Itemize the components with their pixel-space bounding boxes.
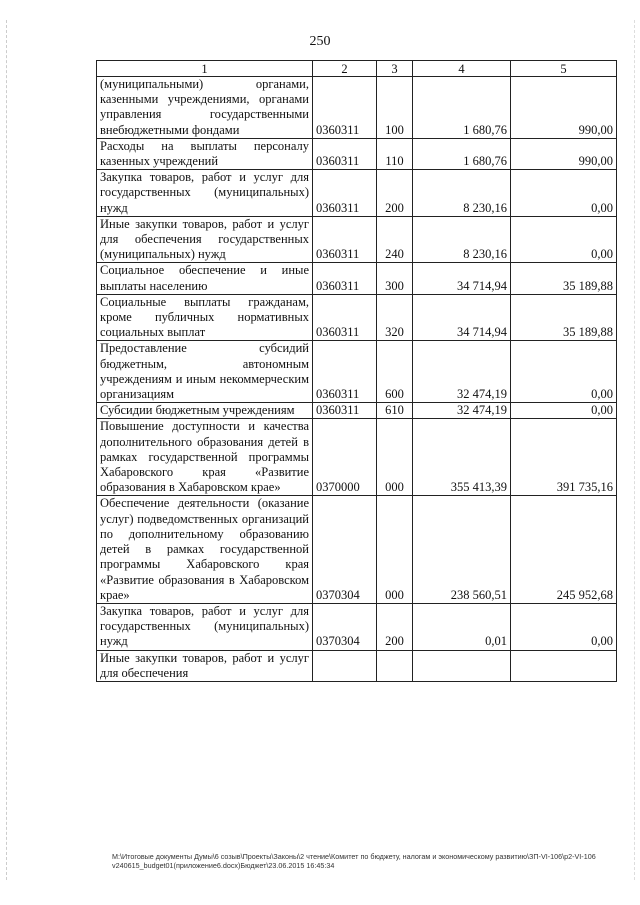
row-amount-year-2: 0,00 [511, 341, 617, 403]
header-col-1: 1 [97, 61, 313, 77]
row-amount-year-1: 238 560,51 [413, 496, 511, 603]
row-expense-type: 600 [377, 341, 413, 403]
row-target-code: 0360311 [313, 263, 377, 294]
header-col-3: 3 [377, 61, 413, 77]
scan-right-edge [634, 20, 636, 880]
scan-left-edge [6, 20, 8, 880]
row-expense-type: 300 [377, 263, 413, 294]
row-amount-year-2: 245 952,68 [511, 496, 617, 603]
table-row [97, 263, 617, 294]
table-header-row [97, 61, 617, 77]
row-amount-year-1: 8 230,16 [413, 216, 511, 263]
row-description: Расходы на выплаты персоналу казенных учреждений [97, 138, 313, 169]
row-description: Иные закупки товаров, работ и услуг для обеспечения [97, 650, 313, 681]
row-amount-year-2: 990,00 [511, 77, 617, 139]
row-expense-type: 240 [377, 216, 413, 263]
table-row [97, 294, 617, 341]
row-expense-type: 610 [377, 403, 413, 419]
row-amount-year-1 [413, 650, 511, 681]
row-description: Социальное обеспечение и иные выплаты населению [97, 263, 313, 294]
row-target-code [313, 650, 377, 681]
row-target-code: 0360311 [313, 170, 377, 217]
table-row [97, 341, 617, 403]
row-expense-type: 000 [377, 496, 413, 603]
row-amount-year-2: 990,00 [511, 138, 617, 169]
row-description: Закупка товаров, работ и услуг для государственных (муниципальных) нужд [97, 170, 313, 217]
row-amount-year-1: 32 474,19 [413, 341, 511, 403]
row-amount-year-1: 1 680,76 [413, 77, 511, 139]
row-amount-year-2: 35 189,88 [511, 294, 617, 341]
table-row [97, 77, 617, 139]
row-amount-year-2 [511, 650, 617, 681]
row-description: (муниципальными) органами, казенными учреждениями, органами управления государственными внебюджетными фондами [97, 77, 313, 139]
table-row [97, 496, 617, 603]
header-col-5: 5 [511, 61, 617, 77]
row-amount-year-1: 32 474,19 [413, 403, 511, 419]
row-expense-type: 200 [377, 170, 413, 217]
header-col-4: 4 [413, 61, 511, 77]
row-description: Предоставление субсидий бюджетным, автономным учреждениям и иным некоммерческим организациям [97, 341, 313, 403]
row-target-code: 0360311 [313, 216, 377, 263]
budget-table [96, 60, 617, 682]
row-target-code: 0360311 [313, 294, 377, 341]
row-description: Повышение доступности и качества дополнительного образования детей в рамках государственной программы Хабаровского края «Развитие образования в Хабаровском крае» [97, 419, 313, 496]
row-target-code: 0360311 [313, 341, 377, 403]
row-amount-year-1: 34 714,94 [413, 294, 511, 341]
row-amount-year-2: 391 735,16 [511, 419, 617, 496]
row-description: Закупка товаров, работ и услуг для государственных (муниципальных) нужд [97, 603, 313, 650]
row-amount-year-2: 0,00 [511, 603, 617, 650]
table-row [97, 216, 617, 263]
table-row [97, 603, 617, 650]
row-expense-type: 100 [377, 77, 413, 139]
page-number: 250 [309, 34, 331, 49]
row-amount-year-1: 34 714,94 [413, 263, 511, 294]
row-target-code: 0360311 [313, 77, 377, 139]
table-row [97, 419, 617, 496]
row-target-code: 0370304 [313, 496, 377, 603]
row-expense-type: 320 [377, 294, 413, 341]
row-expense-type [377, 650, 413, 681]
row-target-code: 0360311 [313, 403, 377, 419]
table-row [97, 403, 617, 419]
row-description: Социальные выплаты гражданам, кроме публичных нормативных социальных выплат [97, 294, 313, 341]
row-amount-year-2: 0,00 [511, 170, 617, 217]
row-description: Иные закупки товаров, работ и услуг для обеспечения государственных (муниципальных) нужд [97, 216, 313, 263]
row-amount-year-1: 1 680,76 [413, 138, 511, 169]
row-target-code: 0370304 [313, 603, 377, 650]
row-amount-year-2: 35 189,88 [511, 263, 617, 294]
row-amount-year-2: 0,00 [511, 216, 617, 263]
row-amount-year-1: 355 413,39 [413, 419, 511, 496]
row-amount-year-1: 8 230,16 [413, 170, 511, 217]
table-body [97, 77, 617, 682]
row-expense-type: 000 [377, 419, 413, 496]
table-row [97, 650, 617, 681]
row-amount-year-2: 0,00 [511, 403, 617, 419]
row-description: Обеспечение деятельности (оказание услуг) подведомственных организаций по дополнительному образованию детей в рамках государственной программы Хабаровского края «Развитие образования в Хабаровском крае» [97, 496, 313, 603]
row-amount-year-1: 0,01 [413, 603, 511, 650]
row-expense-type: 110 [377, 138, 413, 169]
table-row [97, 138, 617, 169]
header-col-2: 2 [313, 61, 377, 77]
row-expense-type: 200 [377, 603, 413, 650]
row-target-code: 0360311 [313, 138, 377, 169]
row-target-code: 0370000 [313, 419, 377, 496]
file-path-footer: M:\Итоговые документы Думы\6 созыв\Проекты\Законы\2 чтение\Комитет по бюджету, налогам и экономическому развитию\ЗП-VI-106\p2-VI-106 v240615_budget01(приложение6.docx)Бюджет\23.06.2015 16:45:34 [112, 852, 596, 870]
table-row [97, 170, 617, 217]
row-description: Субсидии бюджетным учреждениям [97, 403, 313, 419]
